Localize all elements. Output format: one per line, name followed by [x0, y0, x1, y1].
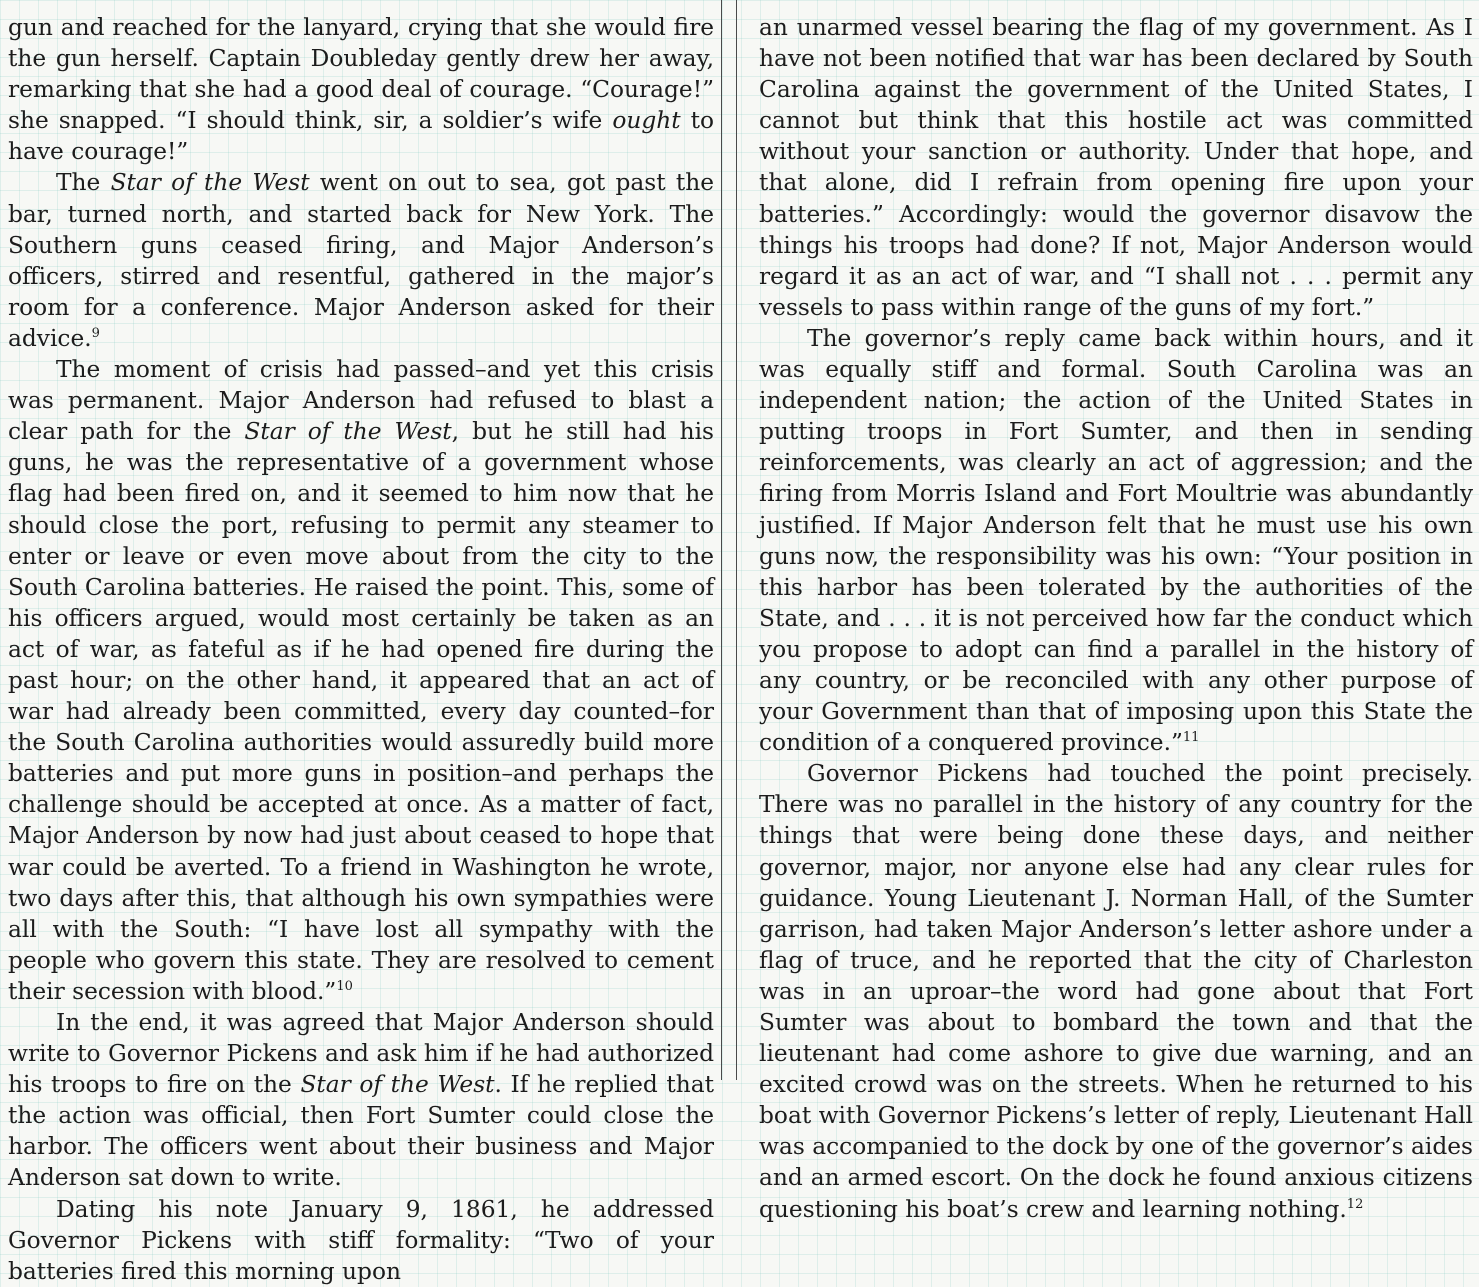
- footnote-marker: 9: [91, 325, 100, 341]
- text-run: In the end, it was agreed that Major Anderson should write to Governor Pickens and ask him if he had authorized his troops to fire on the: [8, 1009, 714, 1099]
- text-run: gun and reached for the lanyard, crying that she would fire the gun herself. Captain Doubleday gently drew her away, remarking that she had a good deal of courage. “Courage!” she snapped. “I should think, sir, a soldier’s wife: [8, 14, 714, 135]
- text-run: . If he replied that the action was official, then Fort Sumter could close the harbor. The officers went about their business and Major Anderson sat down to write.: [8, 1071, 715, 1192]
- text-run: Dating his note January 9, 1861, he addressed Governor Pickens with stiff formality: “Two of your batteries fired this morning upon: [8, 1195, 714, 1285]
- footnote-marker: 10: [336, 978, 353, 994]
- paragraph: [759, 12, 1473, 323]
- paragraph: [8, 167, 714, 354]
- paragraph: [8, 1194, 714, 1287]
- italic-text: Star of the West: [244, 418, 452, 446]
- italic-text: ought: [612, 107, 681, 135]
- paragraph: [8, 354, 714, 1007]
- text-run: , but he still had his guns, he was the representative of a government whose flag had been fired on, and it seemed to him now that he should close the port, refusing to permit any steamer to enter or leave or even move about from the city to the South Carolina batteries. He raised the point. This, some of his officers argued, would most certainly be taken as an act of war, as fateful as if he had opened fire during the past hour; on the other hand, it appeared that an act of war had already been committed, every day counted–for the South Carolina authorities would assuredly build more batteries and put more guns in position–and perhaps the challenge should be accepted at once. As a matter of fact, Major Anderson by now had just about ceased to hope that war could be averted. To a friend in Washington he wrote, two days after this, that although his own sympathies were all with the South: “I have lost all sympathy with the people who govern this state. They are resolved to cement their secession with blood.”: [8, 418, 714, 1005]
- left-page-column: [0, 0, 722, 1285]
- paragraph: [8, 12, 714, 167]
- text-run: to have courage!”: [8, 107, 714, 166]
- text-run: The moment of crisis had passed–and yet this crisis was permanent. Major Anderson had refused to blast a clear path for the: [8, 356, 714, 446]
- text-run: The: [56, 169, 111, 197]
- text-run: The governor’s reply came back within hours, and it was equally stiff and formal. South Carolina was an independent nation; the action of the United States in putting troops in Fort Sumter, and then in sending reinforcements, was clearly an act of aggression; and the firing from Morris Island and Fort Moultrie was abundantly justified. If Major Anderson felt that he must use his own guns now, the responsibility was his own: “Your position in this harbor has been tolerated by the authorities of the State, and . . . it is not perceived how far the conduct which you propose to adopt can find a parallel in the history of any country, or be reconciled with any other purpose of your Government than that of imposing upon this State the condition of a conquered province.”: [759, 324, 1473, 757]
- text-run: went on out to sea, got past the bar, turned north, and started back for New York. The Southern guns ceased firing, and Major Anderson’s officers, stirred and resentful, gathered in the major’s room for a conference. Major Anderson asked for their advice.: [8, 169, 714, 352]
- paragraph: [759, 758, 1473, 1224]
- text-run: Governor Pickens had touched the point precisely. There was no parallel in the history of any country for the things that were being done these days, and neither governor, major, nor anyone else had any clear rules for guidance. Young Lieutenant J. Norman Hall, of the Sumter garrison, had taken Major Anderson’s letter ashore under a flag of truce, and he reported that the city of Charleston was in an uproar–the word had gone about that Fort Sumter was about to bombard the town and that the lieutenant had come ashore to give due warning, and an excited crowd was on the streets. When he returned to his boat with Governor Pickens’s letter of reply, Lieutenant Hall was accompanied to the dock by one of the governor’s aides and an armed escort. On the dock he found anxious citizens questioning his boat’s crew and learning nothing.: [759, 760, 1474, 1223]
- paragraph: [759, 323, 1473, 758]
- paragraph: [8, 1007, 714, 1194]
- right-page-column: [736, 0, 1479, 1223]
- right-page-text: [759, 12, 1473, 1225]
- footnote-marker: 12: [1346, 1196, 1364, 1212]
- footnote-marker: 11: [1182, 730, 1200, 746]
- italic-text: Star of the West: [300, 1071, 495, 1099]
- left-page-text: [8, 12, 714, 1287]
- text-run: an unarmed vessel bearing the flag of my government. As I have not been notified that war has been declared by South Carolina against the government of the United States, I cannot but think that this hostile act was committed without your sanction or authority. Under that hope, and that alone, did I refrain from opening fire upon your batteries.” Accordingly: would the governor disavow the things his troops had done? If not, Major Anderson would regard it as an act of war, and “I shall not . . . permit any vessels to pass within range of the guns of my fort.”: [759, 14, 1473, 321]
- italic-text: Star of the West: [110, 169, 310, 197]
